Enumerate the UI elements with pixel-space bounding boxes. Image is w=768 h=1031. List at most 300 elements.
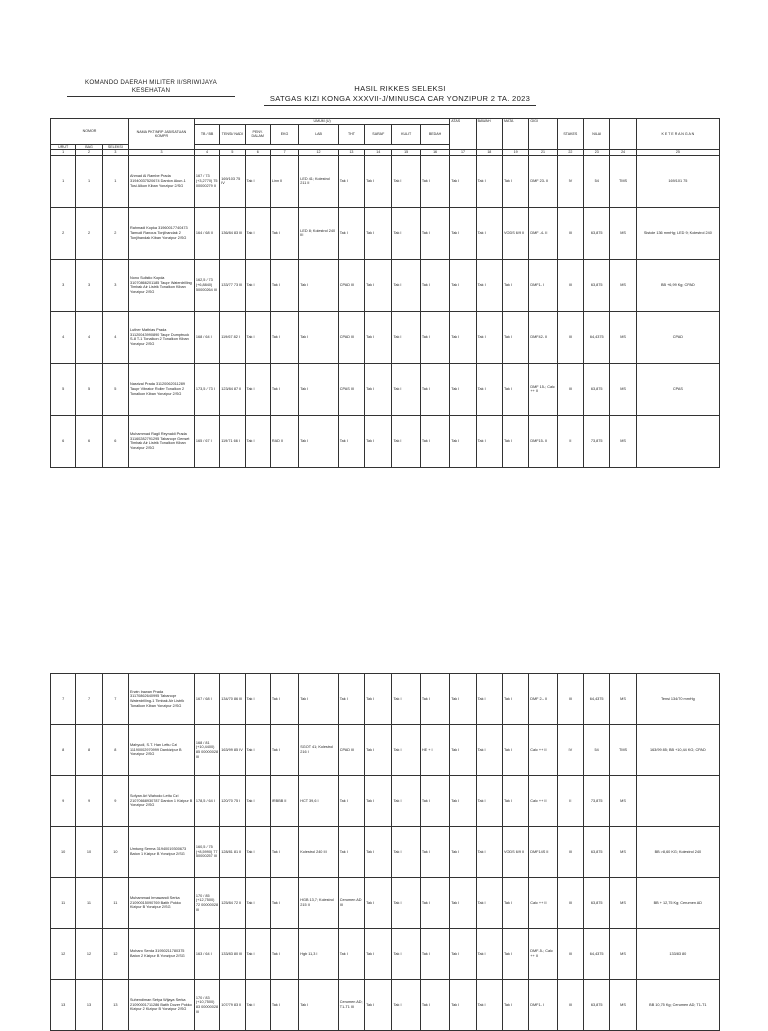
cell-bawah: Tak I [476,929,502,980]
cell-saraf: Tak I [365,878,392,929]
cell-tensi: 123/84 87 II [220,363,245,415]
cell-sel: 11 [102,878,128,929]
cell-kulit: Tak I [392,929,420,980]
cell-bedah: Tak I [420,207,449,259]
cell-bedah: Tak I [420,415,449,467]
cell-peny: Tak I [245,725,270,776]
cell-atas: Tak I [450,929,476,980]
cell-bedah: Tak I [420,929,449,980]
cell-tb: 168 / 64 I [194,311,219,363]
cell-stakes: III [557,827,583,878]
cell-saraf: Tak I [365,311,392,363]
cell-kulit: Tak I [392,363,420,415]
cell-urut: 12 [51,929,76,980]
results-table-bottom [50,673,720,1031]
header-keterangan: K E T E R A N G A N [636,119,719,150]
cell-lab: SGOT 41; Kolestrol 216 I [299,725,339,776]
cell-st: MS [610,415,636,467]
org-header [56,79,246,97]
cell-tensi: 134/70 86 III [220,674,245,725]
cell-atas: Tak I [450,415,476,467]
cell-nama: Moharo Serda 31950211780375 Baton 2 Kizipur B Yonzipur 2/SG [129,929,195,980]
cell-urut: 8 [51,725,76,776]
cell-nama: Umtung Serma 31940019300673 Baton 1 Kizipur B Yonzipur 2/SG [129,827,195,878]
column-index-cell: 14 [365,150,392,156]
column-index-cell: 25 [636,150,719,156]
cell-saraf: Tak I [365,929,392,980]
cell-nama: Mahyudi, S.T. Han Lettu Czi 11190002970999 Dankizipur B Yonzipur 2/SG [129,725,195,776]
cell-lab: HCT 39,6 I [299,776,339,827]
column-index-cell: 15 [392,150,420,156]
cell-st: MS [610,363,636,415]
cell-bag: 8 [76,725,102,776]
cell-ekg: Tak I [270,980,298,1031]
cell-bawah: Tak I [476,980,502,1031]
cell-ekg: Tak I [270,878,298,929]
cell-sel: 3 [102,259,128,311]
cell-peny: Tak I [245,415,270,467]
cell-tht: Tak I [338,929,364,980]
org-line1: KOMANDO DAERAH MILITER II/SRIWIJAYA [85,79,217,86]
cell-bag: 11 [76,878,102,929]
header-ekg: EKG [270,124,298,144]
cell-st: MS [610,878,636,929]
column-index-cell: 7 [270,150,298,156]
cell-ekg: Tak I [270,674,298,725]
cell-tht: CPAD III [338,311,364,363]
header-lab: LAB [299,124,339,144]
cell-peny: Tak I [245,980,270,1031]
cell-ket: BB + 12,75 Kg; Cerumen AD [636,878,719,929]
cell-stakes: III [557,311,583,363]
cell-kulit: Tak I [392,207,420,259]
cell-bawah: Tak I [476,827,502,878]
cell-peny: Tak I [245,207,270,259]
cell-nilai: 63,875 [584,207,610,259]
cell-atas: Tak I [450,674,476,725]
table-row [51,929,720,980]
cell-mata: Tak I [502,980,528,1031]
cell-ket [636,415,719,467]
header-tht: THT [338,124,364,144]
cell-urut: 5 [51,363,76,415]
cell-tensi: 119/67 82 I [220,311,245,363]
cell-saraf: Tak I [365,415,392,467]
column-index-cell: 3 [102,150,128,156]
cell-atas: Tak I [450,311,476,363]
cell-st: MS [610,207,636,259]
table-row [51,725,720,776]
column-index-cell: 21 [529,150,557,156]
header-bawah: BAWAH [476,119,502,150]
cell-ekg: Tak I [270,311,298,363]
cell-kulit: Tak I [392,725,420,776]
cell-bag: 10 [76,827,102,878]
cell-sel: 12 [102,929,128,980]
cell-bawah: Tak I [476,674,502,725]
title-underline [264,105,536,106]
cell-tensi: 107/79 83 II [220,980,245,1031]
cell-nilai: 64,4375 [584,311,610,363]
cell-tensi: 120/70 75 I [220,776,245,827]
cell-stakes: III [557,674,583,725]
column-index-cell: 4 [194,150,219,156]
cell-kulit: Tak I [392,674,420,725]
cell-peny: Tak I [245,155,270,207]
cell-bag: 4 [76,311,102,363]
cell-nilai: 64,4375 [584,674,610,725]
cell-ket: 163/99 85; BB +10,44 KG; CPAD [636,725,719,776]
column-index-cell: 17 [450,150,476,156]
cell-tb: 168 / 81 (+10,4400) 85 00000028 III [194,725,219,776]
cell-bag: 1 [76,155,102,207]
cell-ekg: Tak I [270,207,298,259]
cell-gigi: DMF1- I [529,259,557,311]
results-table-top [50,118,720,468]
column-index-cell: 23 [584,150,610,156]
cell-peny: Tak I [245,311,270,363]
cell-mata: Tak I [502,259,528,311]
cell-tht: Tak I [338,415,364,467]
cell-peny: Tak I [245,674,270,725]
cell-saraf: Tak I [365,363,392,415]
cell-bedah: Tak I [420,674,449,725]
cell-urut: 4 [51,311,76,363]
cell-kulit: Tak I [392,827,420,878]
cell-bedah: Tak I [420,776,449,827]
column-index-cell: 16 [420,150,449,156]
cell-bedah: Tak I [420,980,449,1031]
cell-ket: BB +6,99 Kg; CPAD [636,259,719,311]
cell-urut: 13 [51,980,76,1031]
cell-gigi: DMF15- II [529,415,557,467]
cell-mata: Tak I [502,674,528,725]
cell-kulit: Tak I [392,878,420,929]
cell-stakes: III [557,878,583,929]
cell-lab: Tak I [299,311,339,363]
cell-gigi: DMF 23- II [529,155,557,207]
cell-bag: 12 [76,929,102,980]
cell-st: MS [610,980,636,1031]
cell-stakes: II [557,415,583,467]
header-atas: ATAS [450,119,476,150]
cell-urut: 11 [51,878,76,929]
cell-ket: 133/83 80 [636,929,719,980]
cell-urut: 9 [51,776,76,827]
cell-kulit: Tak I [392,259,420,311]
cell-bedah: Tak I [420,827,449,878]
cell-bag: 7 [76,674,102,725]
cell-stakes: III [557,259,583,311]
cell-stakes: III [557,980,583,1031]
title-line1: HASIL RIKKES SELEKSI [354,84,446,93]
cell-ket: BB 10,75 Kg; Cerumen AD; T1-T1 [636,980,719,1031]
cell-nama: Luther Mathias Prada 31120043990890 Taupr Dumptruck S-8 T-1 Tonalkon 2 Tonalkon Kiban Yonzipur 2/SG [129,311,195,363]
cell-sel: 9 [102,776,128,827]
cell-ket: CPAD [636,311,719,363]
column-index-cell: 5 [220,150,245,156]
cell-tb: 165 / 67 I [194,415,219,467]
table-row [51,155,720,207]
column-index-cell: 12 [299,150,339,156]
cell-bedah: Tak I [420,878,449,929]
cell-tht: CPAD III [338,259,364,311]
column-index-cell: 22 [557,150,583,156]
cell-stakes: III [557,207,583,259]
cell-stakes: III [557,929,583,980]
cell-tensi: 128/81 81 II [220,827,245,878]
cell-tensi: 136/84 83 III [220,207,245,259]
cell-sel: 8 [102,725,128,776]
cell-st: MS [610,776,636,827]
cell-tensi: 125/84 72 II [220,878,245,929]
cell-sel: 6 [102,415,128,467]
cell-atas: Tak I [450,776,476,827]
cell-peny: Tak I [245,776,270,827]
cell-ekg: Tak I [270,725,298,776]
cell-tb: 167 / 68 I [194,674,219,725]
cell-stakes: IV [557,725,583,776]
cell-atas: Tak I [450,363,476,415]
cell-urut: 10 [51,827,76,878]
cell-ket: Sistole 136 mmHg; LED 9; Kolestrol 240 [636,207,719,259]
cell-mata: VODS 6/9 II [502,827,528,878]
column-index-cell: 19 [502,150,528,156]
cell-mata: Tak I [502,725,528,776]
cell-peny: Tak I [245,827,270,878]
column-index-cell: 18 [476,150,502,156]
cell-st: MS [610,827,636,878]
cell-lab: Kolestrol 240 III [299,827,339,878]
cell-saraf: Tak I [365,776,392,827]
cell-stakes: IV [557,155,583,207]
header-peny-dalam: PENY. DALAM [245,124,270,144]
cell-urut: 2 [51,207,76,259]
cell-gigi: DMF42- II [529,311,557,363]
cell-tb: 162,5 / 73 (+6,8840) 50000264 III [194,259,219,311]
cell-atas: Tak I [450,827,476,878]
cell-bawah: Tak I [476,725,502,776]
cell-sel: 7 [102,674,128,725]
table-row [51,776,720,827]
cell-ekg: Tak I [270,259,298,311]
cell-ket: BB >8,60 KG; Kolestrol 240 [636,827,719,878]
cell-bag: 9 [76,776,102,827]
cell-tensi: 133/77 73 III [220,259,245,311]
org-underline [67,96,235,97]
cell-saraf: Tak I [365,827,392,878]
cell-tensi: 169/103 75 IV [220,155,245,207]
table-row [51,363,720,415]
cell-urut: 1 [51,155,76,207]
cell-saraf: Tak I [365,725,392,776]
cell-nilai: 54 [584,155,610,207]
cell-tb: 163 / 64 I [194,929,219,980]
cell-tb: 160,5 / 75 (+8,5990) 77 50000257 III [194,827,219,878]
cell-mata: Tak I [502,155,528,207]
cell-ket: Tensi 134/70 mmHg [636,674,719,725]
title-line2: SATGAS KIZI KONGA XXXVII-J/MINUSCA CAR YONZIPUR 2 TA. 2023 [269,94,531,103]
header-tensi: TENSI/ NADI [220,124,245,144]
cell-st: MS [610,311,636,363]
cell-peny: Tak I [245,929,270,980]
cell-nama: Erwin Irawan Prada 31170862640995 Tabanopr Waterdrilling-1 Timbak Air Listrik Tonalkon Kiban Yonzipur 2/SG [129,674,195,725]
cell-lab: Tak I [299,980,339,1031]
cell-bedah: Tak I [420,363,449,415]
cell-tb: 170 / 83 (+10,7500) 83 00000028 III [194,980,219,1031]
header-stakes: STAKES [557,119,583,150]
cell-lab: Hgb 11,3 I [299,929,339,980]
cell-nama: Muhammad Irmawandi Serka 21090015090769 Batih Pokko Kizipur B Yonzipur 2/SG [129,878,195,929]
cell-lab: Tak I [299,259,339,311]
cell-bag: 3 [76,259,102,311]
cell-saraf: Tak I [365,207,392,259]
cell-bedah: Tak I [420,259,449,311]
table-row [51,980,720,1031]
cell-atas: Tak I [450,207,476,259]
cell-mata: Tak I [502,776,528,827]
cell-bawah: Tak I [476,259,502,311]
column-index-cell: 2 [76,150,102,156]
column-index-cell: 1 [51,150,76,156]
cell-lab: HGB 13,7; Kolestrol 215 II [299,878,339,929]
cell-nama: Muhammad Ragil Reynaldi Prada 31160282791295 Tabanopr Genset Timbak Air Listrik Tonalkon Kiban Yonzipur 2/SG [129,415,195,467]
cell-bawah: Tak I [476,311,502,363]
cell-bag: 2 [76,207,102,259]
cell-nama: Nasrizal Prada 31120062011289 Taupr Vibrator Roller Tonalkon 2 Tonalkon Kiban Yonzipur 2/SG [129,363,195,415]
table-row [51,827,720,878]
cell-bag: 5 [76,363,102,415]
cell-ket: 169/101 75 [636,155,719,207]
cell-lab: Tak I [299,415,339,467]
cell-gigi: DMF 2-- II [529,674,557,725]
cell-nama: Rahmadi Kopka 31960017740473 Tamudi Ranous Tonjihandak 2 Tonjihandak Kiban Yonzipur 2/SG [129,207,195,259]
cell-lab: Tak I [299,674,339,725]
cell-nama: Sofyan Ari Wahodo Lettu Czi 21070668930787 Danton 1 Kizipur B Yonzipur 2/SG [129,776,195,827]
cell-kulit: Tak I [392,980,420,1031]
cell-gigi: Calc ++ II [529,776,557,827]
document-title [240,84,560,106]
header-umum: UMUM (U) [194,119,449,125]
header-status [610,119,636,150]
cell-bawah: Tak I [476,878,502,929]
cell-bawah: Tak I [476,207,502,259]
cell-nama: Ahmad Al Rambe Prada 31940037520674 Danton Akun-1 Tosi Alkon Kiban Yonzipur 2/SG [129,155,195,207]
cell-saraf: Tak I [365,674,392,725]
cell-mata: Tak I [502,311,528,363]
cell-bawah: Tak I [476,415,502,467]
cell-st: MS [610,674,636,725]
cell-lab: Tak I [299,363,339,415]
column-index-cell: 24 [610,150,636,156]
column-index-cell: 6 [245,150,270,156]
cell-atas: Tak I [450,259,476,311]
cell-tht: Cerumen AD III [338,878,364,929]
cell-nilai: 54 [584,725,610,776]
header-gigi: GIGI [529,119,557,150]
cell-ket: CPAS [636,363,719,415]
cell-ket [636,776,719,827]
cell-st: TMS [610,155,636,207]
cell-nama: Suhendiman Setya Wijaya Serka 21090001711286 Batih Dozer Pokko Kizipur 2 Kizipur B Yonzipur 2/SG [129,980,195,1031]
cell-tensi: 163/99 85 IV [220,725,245,776]
cell-sel: 5 [102,363,128,415]
cell-stakes: III [557,363,583,415]
cell-nilai: 63,875 [584,827,610,878]
cell-peny: Tak I [245,363,270,415]
cell-sel: 13 [102,980,128,1031]
cell-tht: Tak I [338,776,364,827]
cell-tensi: 119/71 66 I [220,415,245,467]
cell-kulit: Tak I [392,155,420,207]
cell-tht: CPAD III [338,725,364,776]
cell-urut: 7 [51,674,76,725]
header-mata: MATA [502,119,528,150]
header-seleksi: SELEKSI [102,144,128,150]
cell-mata: VODS 6/9 II [502,207,528,259]
cell-atas: Tak I [450,725,476,776]
cell-bawah: Tak I [476,155,502,207]
cell-st: MS [610,929,636,980]
cell-lab: LED 41; Kolestrol 211 II [299,155,339,207]
header-urut: URUT [51,144,76,150]
cell-gigi: DMF14S II [529,827,557,878]
header-nilai: NILAI [584,119,610,150]
table-row [51,674,720,725]
cell-bawah: Tak I [476,363,502,415]
cell-tb: 167 / 73 (+3,2770) 75 00000279 II [194,155,219,207]
cell-peny: Tak I [245,878,270,929]
cell-ekg: IRBBB II [270,776,298,827]
cell-peny: Tak I [245,259,270,311]
cell-gigi: Calc ++ II [529,725,557,776]
cell-st: TMS [610,725,636,776]
cell-tensi: 133/83 80 III [220,929,245,980]
column-index-cell: 13 [338,150,364,156]
cell-bawah: Tak I [476,776,502,827]
cell-bag: 13 [76,980,102,1031]
cell-tb: 170 / 85 (+12,7500) 72 00000028 III [194,878,219,929]
cell-nilai: 63,875 [584,878,610,929]
table-row [51,207,720,259]
table-row [51,415,720,467]
cell-nilai: 63,875 [584,363,610,415]
cell-tht: Tak I [338,207,364,259]
cell-nilai: 63,875 [584,259,610,311]
cell-kulit: Tak I [392,415,420,467]
column-index-cell: 3 [129,150,195,156]
cell-sel: 4 [102,311,128,363]
cell-nilai: 64,4375 [584,929,610,980]
cell-ekg: Linn II [270,155,298,207]
cell-mata: Tak I [502,363,528,415]
cell-tb: 178,5 / 64 I [194,776,219,827]
cell-sel: 1 [102,155,128,207]
cell-gigi: DMF1- I [529,980,557,1031]
table-row [51,259,720,311]
cell-urut: 6 [51,415,76,467]
cell-saraf: Tak I [365,980,392,1031]
cell-nilai: 73,875 [584,776,610,827]
cell-bedah: HE + I [420,725,449,776]
cell-mata: Tak I [502,929,528,980]
cell-saraf: Tak I [365,259,392,311]
cell-tb: 173,5 / 73 I [194,363,219,415]
header-nama: NAMA PKT/NRP JAB/SATUAN KOMPR [129,119,195,150]
cell-lab: LED 8; Kolestrol 240 III [299,207,339,259]
header-tb-bb: TB / BB [194,124,219,144]
cell-bedah: Tak I [420,311,449,363]
